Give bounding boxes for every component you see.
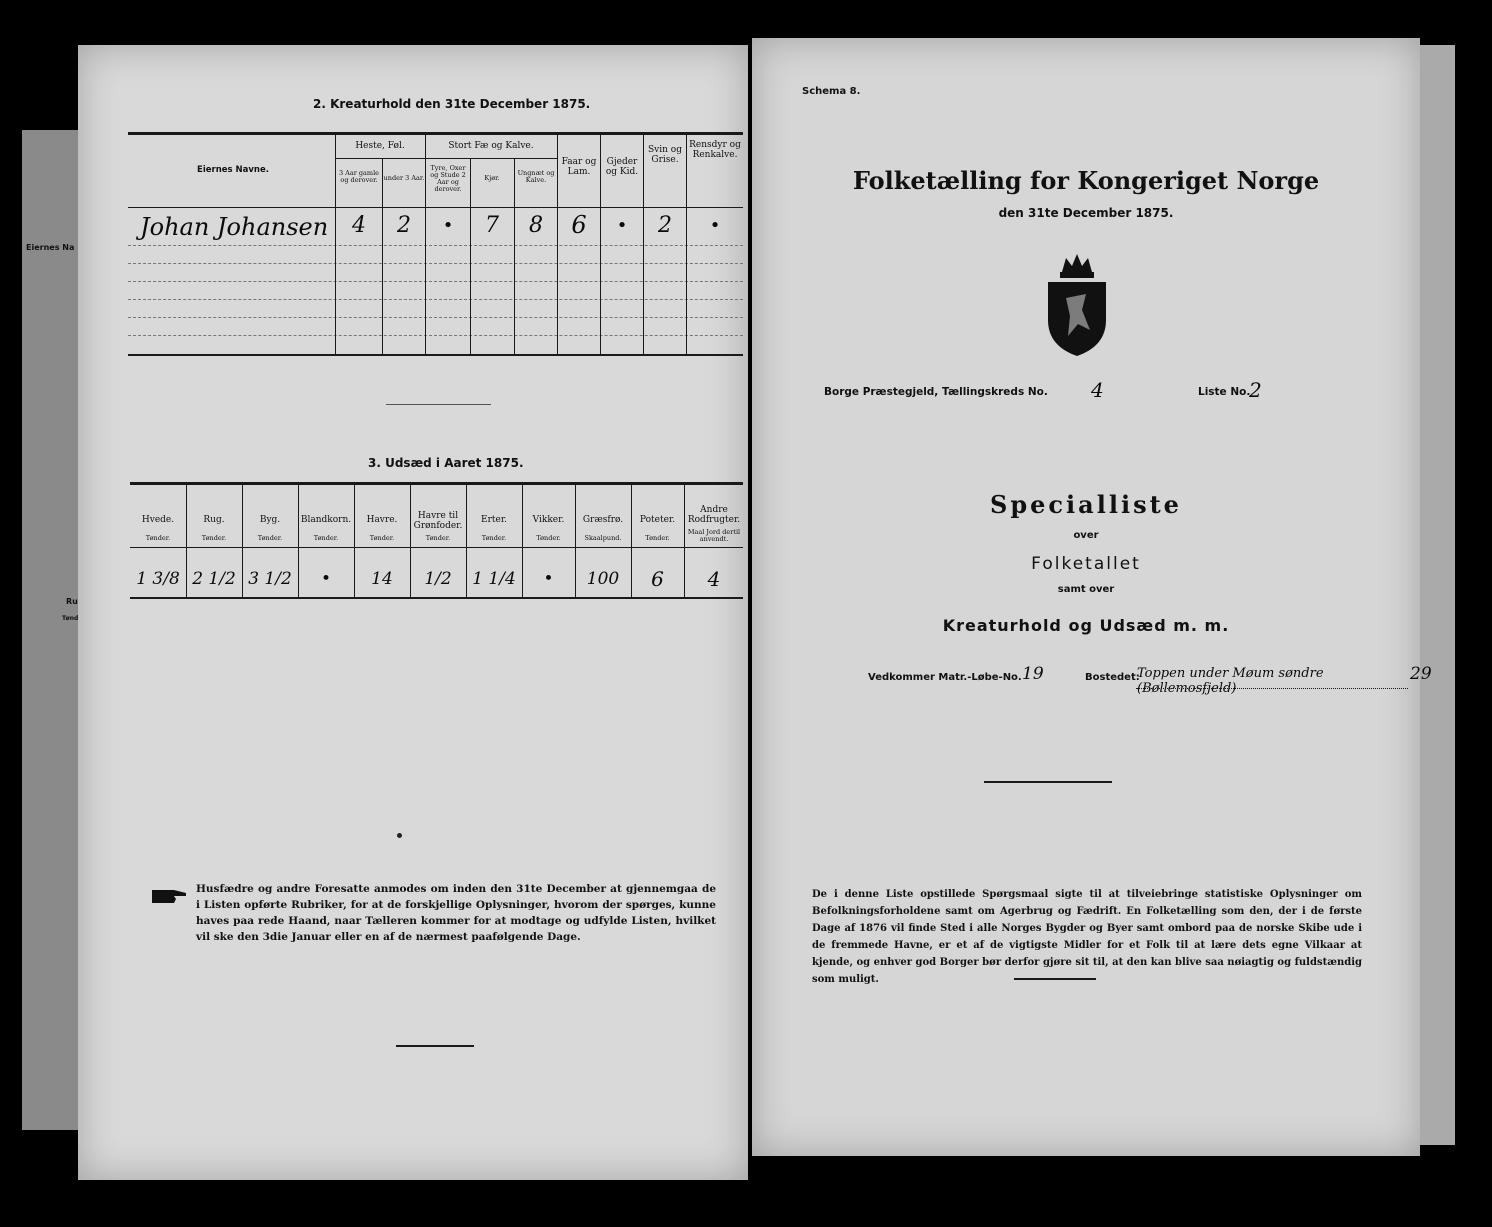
value-horses-adult: 4 [352, 213, 366, 238]
list-label: Liste No. [1198, 386, 1251, 398]
header-cattle-calves: Ungnæt og Kalve. [517, 169, 555, 184]
over-text-1: over [1073, 530, 1099, 541]
seed-v-oats-fodder: 1/2 [424, 569, 452, 589]
seed-u-vetch: Tønder. [536, 534, 561, 542]
seed-h-oats-fodder: Havre til Grønfoder. [413, 511, 463, 531]
seed-u-barley: Tønder. [257, 534, 283, 542]
coat-of-arms-icon [1042, 250, 1112, 360]
value-cattle-bulls: • [442, 215, 454, 236]
seed-h-peas: Erter. [481, 515, 507, 525]
seed-h-oats: Havre. [366, 515, 398, 525]
header-horses-young: under 3 Aar. [383, 174, 425, 182]
seed-u-mixed: Tønder. [313, 534, 339, 542]
separator-rule-2 [396, 1045, 474, 1047]
seed-u-oats-fodder: Tønder. [425, 534, 451, 542]
seed-u-peas: Tønder. [481, 534, 507, 542]
seed-v-roots: 4 [707, 567, 721, 591]
header-horses-adult: 3 Aar gamle og derover. [338, 169, 380, 184]
seed-v-wheat: 1 3/8 [136, 569, 180, 589]
bostedet-value: Toppen under Møum søndre (Bøllemosfjeld) [1137, 666, 1324, 696]
seed-v-potatoes: 6 [651, 567, 664, 591]
samt-over-text: samt over [1057, 584, 1115, 595]
specialliste-heading: Specialliste [990, 490, 1182, 519]
separator-rule-3 [984, 781, 1112, 783]
value-cattle-cows: 7 [485, 213, 499, 238]
separator-rule-1 [386, 404, 491, 405]
seed-v-mixed: • [320, 569, 332, 589]
seed-h-vetch: Vikker. [532, 515, 565, 525]
seed-v-oats: 14 [371, 569, 393, 589]
header-sheep: Faar og Lam. [561, 157, 597, 177]
value-reindeer: • [709, 215, 721, 236]
header-pigs: Svin og Grise. [648, 145, 682, 165]
seed-u-potatoes: Tønder. [645, 534, 670, 542]
left-page [78, 45, 748, 1180]
seed-h-mixed: Blandkorn. [300, 515, 352, 525]
header-owner: Eiernes Navne. [197, 165, 269, 175]
seed-v-grass: 100 [586, 569, 620, 589]
header-cattle: Stort Fæ og Kalve. [448, 141, 534, 151]
census-date: den 31te December 1875. [998, 206, 1174, 220]
seed-u-wheat: Tønder. [145, 534, 171, 542]
seed-h-wheat: Hvede. [141, 515, 175, 525]
seed-h-grass: Græsfrø. [582, 515, 624, 525]
seed-h-rye: Rug. [203, 515, 225, 525]
parish-label: Borge Præstegjeld, Tællingskreds No. [824, 386, 1048, 398]
matr-number: 19 [1022, 664, 1044, 684]
header-goats: Gjeder og Kid. [605, 157, 639, 177]
seed-v-vetch: • [543, 569, 554, 589]
seed-u-rye: Tønder. [201, 534, 227, 542]
value-cattle-calves: 8 [529, 213, 543, 238]
pointing-hand-icon [152, 885, 188, 907]
edge-fragment-ru: Ru [66, 597, 78, 606]
separator-rule-4 [1014, 978, 1096, 980]
edge-fragment-owner: Eiernes Na [26, 243, 75, 252]
householder-notice: Husfædre og andre Foresatte anmodes om inden den 31te December at gjennemgaa de i Listen opførte Rubriker, for at de forskjellige Oplysninger, hvorom der spørges, kunne haves paa rede Haand, naar Tælleren kommer for at modtage og udfylde Listen, hvilket vil ske den 3die Januar eller en af de nærmest paafølgende Dage. [196, 883, 716, 943]
livestock-owner-name: Johan Johansen [140, 213, 329, 241]
seed-u-oats: Tønder. [369, 534, 395, 542]
bostedet-label: Bostedet: [1085, 672, 1140, 683]
matr-label: Vedkommer Matr.-Løbe-No. [868, 672, 1022, 683]
kreaturhold-heading: Kreaturhold og Udsæd m. m. [942, 616, 1230, 635]
value-horses-young: 2 [397, 213, 411, 238]
list-number: 2 [1249, 378, 1262, 402]
seed-h-potatoes: Poteter. [639, 515, 676, 525]
edge-fragment-tond: Tønd [62, 615, 79, 622]
seed-u-grass: Skaalpund. [584, 534, 622, 542]
center-dot [397, 833, 402, 838]
seed-v-rye: 2 1/2 [192, 569, 236, 589]
folketallet-heading: Folketallet [1031, 554, 1141, 574]
seed-u-roots: Maal Jord dertil anvendt. [687, 528, 741, 543]
section2-title: 2. Kreaturhold den 31te December 1875. [313, 97, 591, 111]
value-sheep: 6 [571, 211, 587, 239]
bostedet-tail: 29 [1410, 664, 1432, 684]
header-horses: Heste, Føl. [355, 141, 405, 151]
header-reindeer: Rensdyr og Renkalve. [689, 140, 741, 160]
section3-title: 3. Udsæd i Aaret 1875. [368, 456, 524, 470]
seed-h-roots: Andre Rodfrugter. [687, 505, 741, 525]
header-cattle-bulls: Tyre, Oxer og Stude 2 Aar og derover. [430, 164, 466, 193]
seed-v-barley: 3 1/2 [248, 569, 292, 589]
right-page [752, 38, 1432, 1156]
seed-v-peas: 1 1/4 [472, 569, 516, 589]
district-number: 4 [1091, 378, 1104, 402]
census-title: Folketælling for Kongeriget Norge [852, 166, 1320, 195]
value-pigs: 2 [658, 213, 672, 238]
header-cattle-cows: Kjør. [484, 174, 500, 182]
census-intro: De i denne Liste opstillede Spørgsmaal sigte til at tilveiebringe statistiske Oplysninger om Befolkningsforholdene samt om Agerbrug og Fædrift. En Folketælling som den, der i de første Dage af 1876 vil finde Sted i alle Norges Bygder og Byer samt ombord paa de norske Skibe ude i de fremmede Havne, er et af de vigtigste Midler for et Folk til at lære dets egne Vilkaar at kjende, og enhver god Borger bør derfor gjøre sit til, at den kan blive saa nøiagtig og fuldstændig som muligt. [812, 889, 1362, 985]
schema-label: Schema 8. [802, 86, 861, 97]
seed-h-barley: Byg. [259, 515, 281, 525]
value-goats: • [616, 215, 628, 236]
